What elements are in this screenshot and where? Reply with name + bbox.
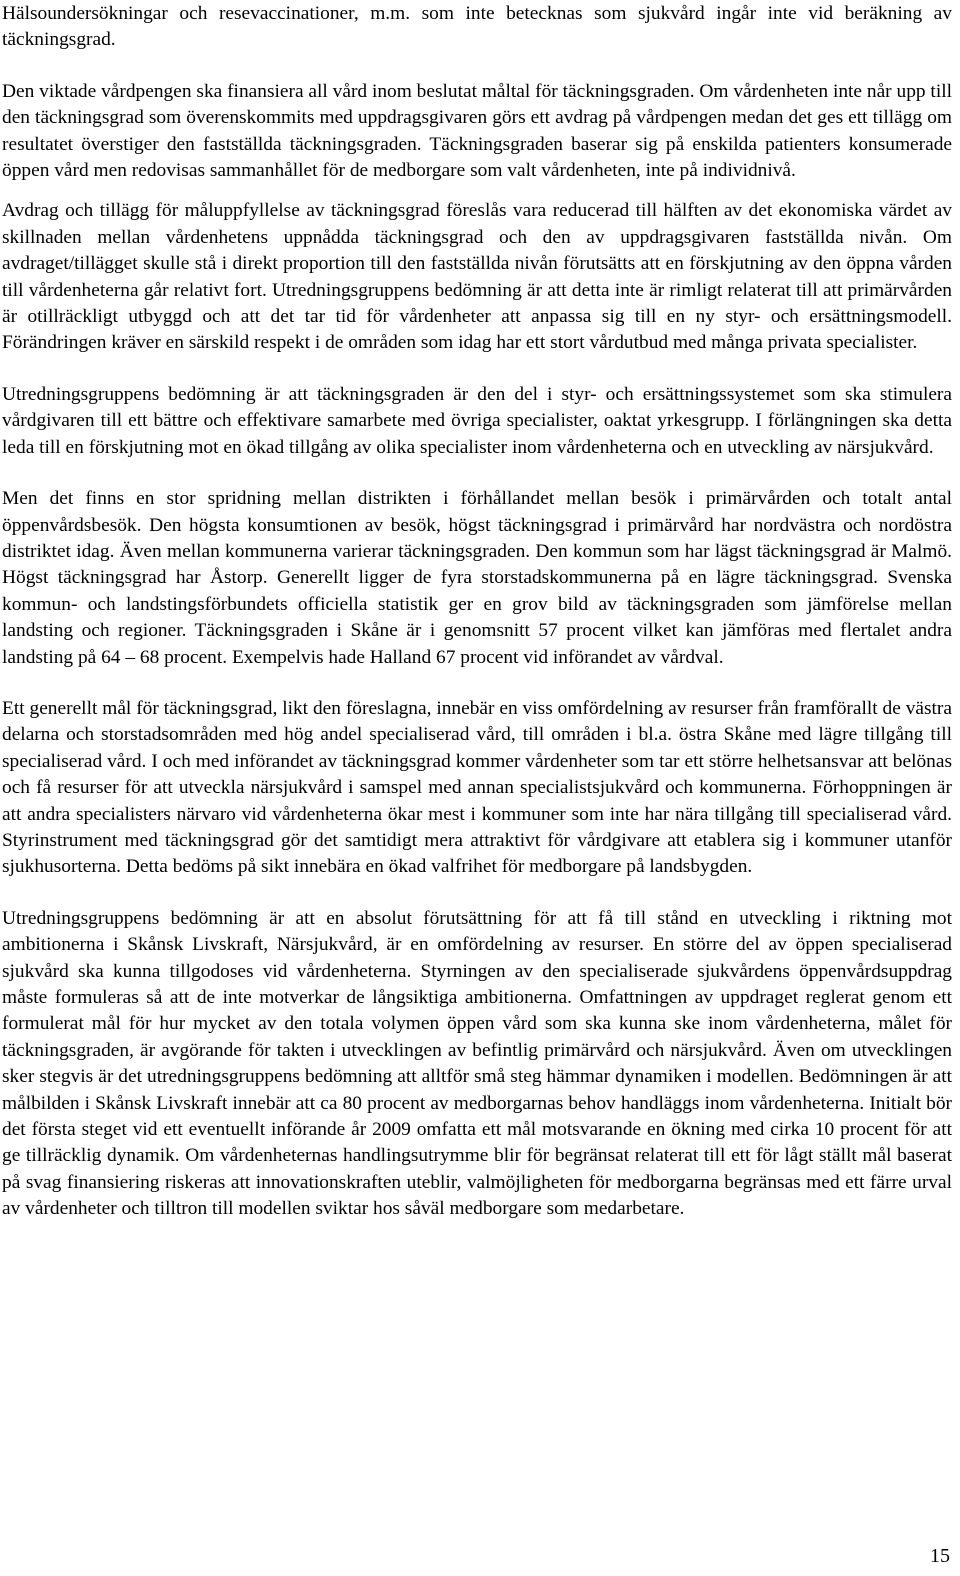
paragraph-6: Ett generellt mål för täckningsgrad, likt den föreslagna, innebär en viss omfördelning av resurser från framförallt de västra delarna och storstadsområden med hög andel specialiserad vård, till områden i bl.a. östra Skåne med lägre tillgång till specialiserad vård. I och med införandet av täckningsgrad kommer vårdenheter som tar ett större helhetsansvar att belönas och få resurser för att utveckla närsjukvård i samspel med annan specialistsjukvård och kommunerna. Förhoppningen är att andra specialisters närvaro vid vårdenheterna ökar mest i kommuner som inte har nära tillgång till specialiserad vård. Styrinstrument med täckningsgrad gör det samtidigt mera attraktivt för vårdgivare att etablera sig i kommuner utanför sjukhusorterna. Detta bedöms på sikt innebära en ökad valfrihet för medborgare på landsbygden. bbox=[2, 697, 952, 878]
paragraph-1: Hälsoundersökningar och resevaccinationer, m.m. som inte betecknas som sjukvård ingår inte vid beräkning av täckningsgrad. bbox=[2, 3, 952, 51]
body-text bbox=[2, 1, 952, 1223]
paragraph-7: Utredningsgruppens bedömning är att en absolut förutsättning för att få till stånd en utveckling i riktning mot ambitionerna i Skånsk Livskraft, Närsjukvård, är en omfördelning av resurser. En större del av öppen specialiserad sjukvård ska kunna tillgodoses vid vårdenheterna. Styrningen av den specialiserade sjukvårdens öppenvårdsuppdrag måste formuleras så att de inte motverkar de långsiktiga ambitionerna. Omfattningen av uppdraget reglerat genom ett formulerat mål för hur mycket av den totala volymen öppen vård som ska kunna ske inom vårdenheterna, målet för täckningsgraden, är avgörande för takten i utvecklingen av befintlig primärvård och närsjukvård. Även om utvecklingen sker stegvis är det utredningsgruppens bedömning att alltför små steg hämmar dynamiken i modellen. Bedömningen är att målbilden i Skånsk Livskraft innebär att ca 80 procent av medborgarnas behov handläggs inom vårdenheterna. Initialt bör det första steget vid ett eventuellt införande år 2009 omfatta ett mål motsvarande en ökning med cirka 10 procent för att ge tillräcklig dynamik. Om vårdenheternas handlingsutrymme blir för begränsat relaterat till ett för lågt ställt mål baserat på svag finansiering riskeras att innovationskraften uteblir, valmöjligheten för medborgarna begränsas med ett färre urval av vårdenheter och tilltron till modellen sviktar hos såväl medborgare som medarbetare. bbox=[2, 907, 952, 1220]
paragraph-5: Men det finns en stor spridning mellan distrikten i förhållandet mellan besök i primärvården och totalt antal öppenvårdsbesök. Den högsta konsumtionen av besök, högst täckningsgrad i primärvård har nordvästra och nordöstra distriktet idag. Även mellan kommunerna varierar täckningsgraden. Den kommun som har lägst täckningsgrad är Malmö. Högst täckningsgrad har Åstorp. Generellt ligger de fyra storstadskommunerna på en lägre täckningsgrad. Svenska kommun- och landstingsförbundets officiella statistik ger en grov bild av täckningsgraden som jämförelse mellan landsting och regioner. Täckningsgraden i Skåne är i genomsnitt 57 procent vilket kan jämföras med flertalet andra landsting på 64 – 68 procent. Exempelvis hade Halland 67 procent vid införandet av vårdval. bbox=[2, 488, 952, 668]
paragraph-4: Utredningsgruppens bedömning är att täckningsgraden är den del i styr- och ersättningssystemet som ska stimulera vårdgivaren till ett bättre och effektivare samarbete med övriga specialister, oaktat yrkesgrupp. I förlängningen ska detta leda till en förskjutning mot en ökad tillgång av olika specialister inom vårdenheterna och en utveckling av närsjukvård. bbox=[2, 383, 952, 458]
paragraph-3: Avdrag och tillägg för måluppfyllelse av täckningsgrad föreslås vara reducerad till hälften av det ekonomiska värdet av skillnaden mellan vårdenhetens uppnådda täckningsgrad och den av uppdragsgivaren fastställda nivån. Om avdraget/tillägget skulle stå i direkt proportion till den fastställda nivån förutsätts att en förskjutning av den öppna vården till vårdenheterna går relativt fort. Utredningsgruppens bedömning är att detta inte är rimligt relaterat till att primärvården är otillräckligt utbyggd och att det tar tid för vårdenheter att anpassa sig till en ny styr- och ersättningsmodell. Förändringen kräver en särskild respekt i de områden som idag har ett stort vårdutbud med många privata specialister. bbox=[2, 200, 952, 354]
page-number: 15 bbox=[930, 1545, 950, 1567]
paragraph-2: Den viktade vårdpengen ska finansiera all vård inom beslutat måltal för täckningsgraden. Om vårdenheten inte når upp till den täckningsgrad som överenskommits med uppdragsgivaren görs ett avdrag på vårdpengen medan det ges ett tillägg om resultatet överstiger den fastställda täckningsgraden. Täckningsgraden baserar sig på enskilda patienters konsumerade öppen vård men redovisas sammanhållet för de medborgare som valt vårdenheten, inte på individnivå. bbox=[2, 80, 952, 182]
